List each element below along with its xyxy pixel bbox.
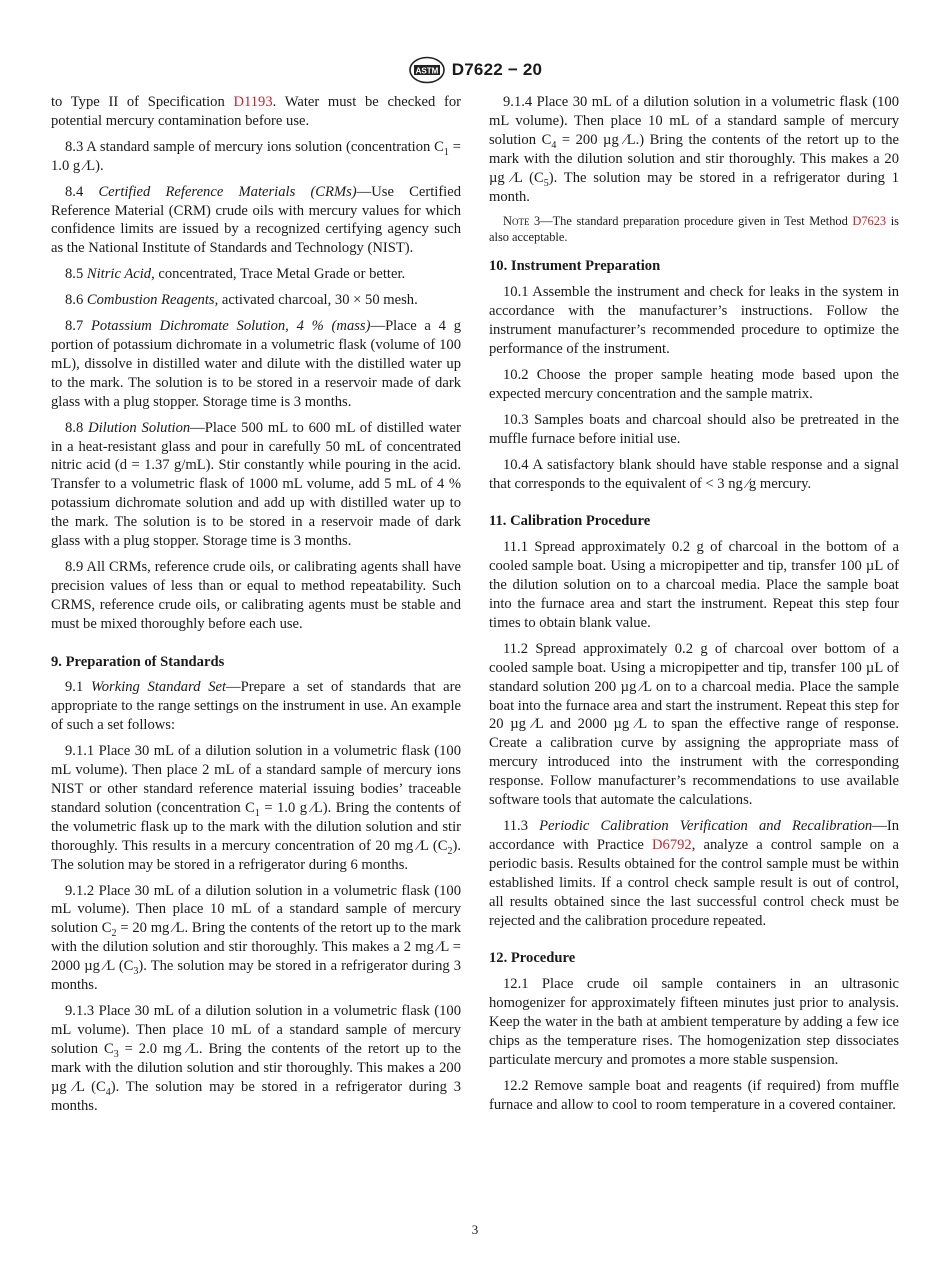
paragraph-8-7: 8.7 Potassium Dichromate Solution, 4 % (mass)—Place a 4 g portion of potassium dichromate in a volumetric flask (volume of 100 mL), dissolve in distilled water and dilute with the distilled water up to the mark. The solution is to be stored in a reservoir made of dark glass with a plug stopper. Storage time is 3 months. [51,318,462,410]
paragraph-8-6: 8.6 Combustion Reagents, activated charcoal, 30 × 50 mesh. [65,292,418,309]
paragraph-8-8: 8.8 Dilution Solution—Place 500 mL to 600 mL of distilled water in a heat-resistant glass and pour in carefully 50 mL of concentrated nitric acid (d = 1.37 g/mL). Stir constantly while pouring in the acid. Transfer to a volumetric flask of 1000 mL volume, add 5 mL of 4 % potassium dichromate solution and add up with distilled water up to the mark. The solution is to be stored in a reservoir made of dark glass with a plug stopper. Storage time is 3 months. [51,419,462,550]
paragraph-11-3: 11.3 Periodic Calibration Verification and Recalibration—In accordance with Practice D6792, analyze a control sample on a periodic basis. Results obtained for the control sample must be within established limits. If a control check sample result is out of control, all results obtained since the last successful control check must be rejected and the calibration procedure repeated. [489,818,899,929]
paragraph-10-1: 10.1 Assemble the instrument and check for leaks in the system in accordance with the manufacturer’s instructions. Follow the instrument manufacturer’s recommended procedure to optimize the performance of the instrument. [489,284,899,358]
paragraph-9-1-3: 9.1.3 Place 30 mL of a dilution solution in a volumetric flask (100 mL volume). Then place 10 mL of a standard sample of mercury solution $C_3 = 2.0$ mg ⁄L. Bring the contents of the retort up to the mark with the dilution solution and stir thoroughly. This makes a 200 µg ⁄L $(C_4)$. The solution may be stored in a refrigerator during 3 months. [51,1002,461,1114]
paragraph-8-4: 8.4 Certified Reference Materials (CRMs)—Use Certified Reference Material (CRM) crude oils with mercury values for which confidence limits are issued by a recognized certifying agency such as the National Institute of Standards and Technology (NIST). [51,183,462,257]
reference-link-d1193[interactable]: D1193 [233,94,273,110]
paragraph-11-1: 11.1 Spread approximately 0.2 g of charcoal in the bottom of a cooled sample boat. Using a micropipetter and tip, transfer 100 µL of the dilution solution on to a charcoal media. Place the sample boat into the furnace area and start the instrument. Repeat this step four times to obtain blank value. [489,539,899,631]
page-header [0,56,950,84]
reference-link-d6792[interactable]: D6792 [651,836,692,853]
section-heading-9: 9. Preparation of Standards [51,653,225,670]
paragraph-8-3: 8.3 A standard sample of mercury ions solution (concentration $C_1 = 1.0$ g ⁄L). [51,138,461,174]
paragraph-10-4: 10.4 A satisfactory blank should have stable response and a signal that corresponds to the equivalent of < 3 ng ⁄g mercury. [489,456,899,492]
right-column [489,93,899,1122]
paragraph-8-5: 8.5 Nitric Acid, concentrated, Trace Metal Grade or better. [65,266,406,283]
section-heading-11: 11. Calibration Procedure [489,513,651,530]
paragraph-9-1-1: 9.1.1 Place 30 mL of a dilution solution in a volumetric flask (100 mL volume). Then place 2 mL of a standard sample of mercury ions NIST or other standard reference material issuing bodies’ traceable standard solution (concentration $C_1 = 1.0$ g ⁄L). Bring the contents of the volumetric flask up to the mark with the dilution solution and stir thoroughly. This results in a mercury concentration of 20 mg ⁄L $(C_2)$. The solution may be stored in a refrigerator during 6 months. [51,743,461,873]
page-number: 3 [471,1222,479,1237]
note-3: Note 3—The standard preparation procedure given in Test Method D7623 is also acceptable. [489,214,899,245]
paragraph-continuation: to Type II of Specification D1193. Water must be checked for potential mercury contamination before use. [51,94,461,129]
astm-logo-icon [408,56,446,84]
paragraph-12-2: 12.2 Remove sample boat and reagents (if required) from muffle furnace and allow to cool to room temperature in a covered container. [489,1077,899,1113]
paragraph-12-1: 12.1 Place crude oil sample containers in an ultrasonic homogenizer for approximately fifteen minutes just prior to analysis. Keep the water in the bath at ambient temperature by adding a few ice chips as the temperature rises. The homogenization step dissociates particulate mercury and promotes a more stable suspension. [489,976,899,1068]
paragraph-9-1-2: 9.1.2 Place 30 mL of a dilution solution in a volumetric flask (100 mL volume). Then place 10 mL of a standard sample of mercury solution $C_2 = 20$ mg ⁄L. Bring the contents of the retort up to the mark with the dilution solution and stir thoroughly. This makes a 2 mg ⁄L = 2000 µg ⁄L $(C_3)$. The solution may be stored in a refrigerator during 3 months. [51,882,461,994]
paragraph-8-9: 8.9 All CRMs, reference crude oils, or calibrating agents shall have precision values of less than or equal to method repeatability. Such CRMS, reference crude oils, or calibrating agents must be stable and must be mixed thoroughly before each use. [51,558,461,632]
paragraph-11-2: 11.2 Spread approximately 0.2 g of charcoal over bottom of a cooled sample boat. Using a micropipetter and tip, transfer 100 µL of standard solution 200 µg ⁄L on to a charcoal media. Place the sample boat into the furnace area and start the instrument. Repeat this step for 20 µg ⁄L and 2000 µg ⁄L to span the effective range of response. Create a calibration curve by assigning the appropriate mass of mercury introduced into the instrument with the corresponding response. Follow manufacturer’s recommendations to use available software tools that automate the calculations. [489,640,899,809]
section-heading-10: 10. Instrument Preparation [489,258,661,275]
paragraph-9-1: 9.1 Working Standard Set—Prepare a set of standards that are appropriate to the range settings on the instrument in use. An example of such a set follows: [51,679,461,734]
note-label: Note 3 [503,214,541,229]
section-heading-12: 12. Procedure [489,950,576,967]
left-column [51,93,461,1122]
paragraph-10-2: 10.2 Choose the proper sample heating mode based upon the expected mercury concentration and the sample matrix. [489,366,899,402]
paragraph-10-3: 10.3 Samples boats and charcoal should also be pretreated in the muffle furnace before initial use. [489,411,899,447]
standard-designation: D7622 − 20 [451,60,543,79]
paragraph-9-1-4: 9.1.4 Place 30 mL of a dilution solution in a volumetric flask (100 mL volume). Then place 10 mL of a standard sample of mercury solution $C_4 = 200$ µg ⁄L.) Bring the contents of the retort up to the mark with the dilution solution and stir thoroughly. This makes a 20 µg ⁄L $(C_5)$. The solution may be stored in a refrigerator during 1 month. [489,94,900,205]
reference-link-d7623[interactable]: D7623 [852,214,887,229]
svg-text:ASTM: ASTM [415,66,439,76]
